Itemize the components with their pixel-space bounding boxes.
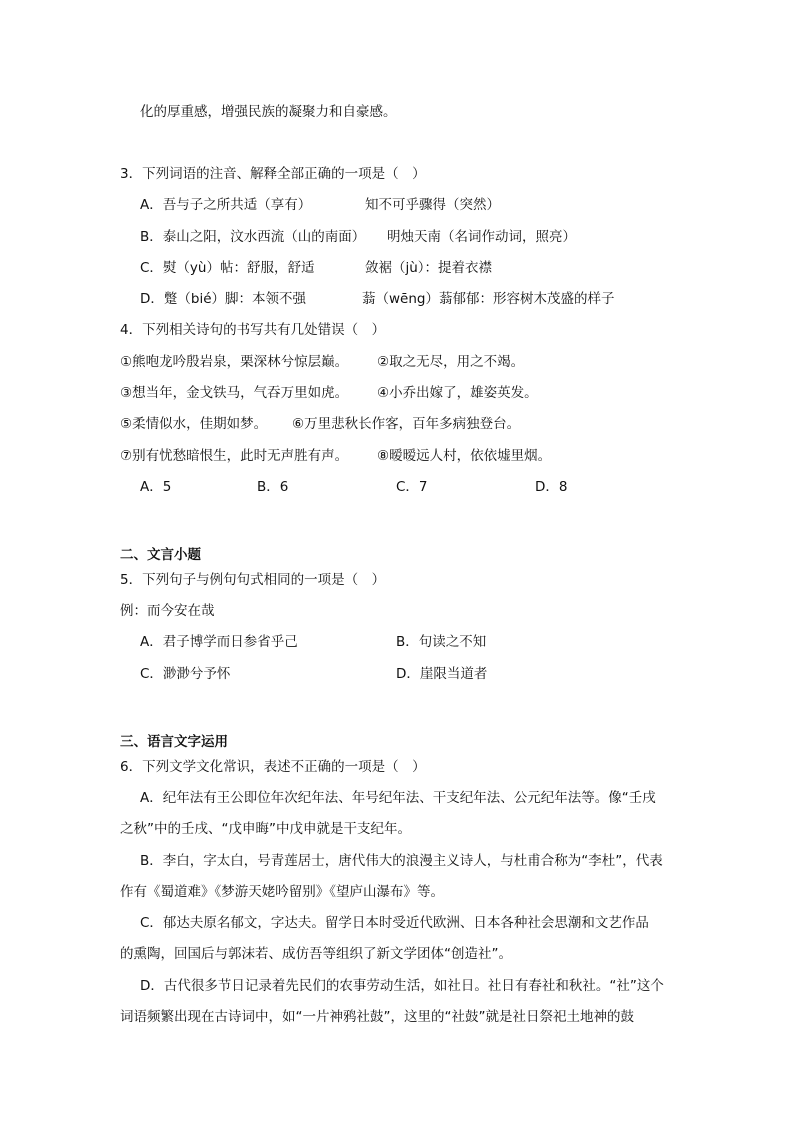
q2-tail-text: 化的厚重感，增强民族的凝聚力和自豪感。 [140, 104, 397, 120]
q3-option-c-part2: 敛裾（jù）：提着衣襟 [365, 260, 493, 276]
q6-option-c-line2: 的熏陶，回国后与郭沫若、成仿吾等组织了新文学团体“创造社”。 [120, 946, 512, 962]
q6-option-c-line1: C．郁达夫原名郁文，字达夫。留学日本时受近代欧洲、日本各种社会思潮和文艺作品 [140, 915, 649, 931]
q3-option-c-part1: C．熨（yù）帖：舒服，舒适 [140, 260, 315, 276]
q3-option-b [140, 229, 576, 245]
q6-option-a-line2: 之秋”中的壬戌、“戊申晦”中戊申就是干支纪年。 [120, 821, 411, 837]
q3-option-d [140, 291, 615, 307]
q6-option-b-line1: B．李白，字太白，号青莲居士，唐代伟大的浪漫主义诗人，与杜甫合称为“李杜”，代表 [140, 853, 663, 869]
q4-option-c: C．7 [396, 479, 428, 495]
q5-example: 例：而今安在哉 [120, 603, 215, 619]
q4-item-4: ④小乔出嫁了，雄姿英发。 [377, 385, 538, 401]
q4-item-6: ⑥万里悲秋长作客，百年多病独登台。 [292, 416, 521, 432]
q5-options-row-2 [140, 666, 488, 682]
q4-option-d: D．8 [535, 479, 568, 495]
q4-options [140, 479, 568, 495]
q6-option-d-line1: D．古代很多节日记录着先民们的农事劳动生活，如社日。社日有春社和秋社。“社”这个 [140, 978, 664, 994]
q5-option-b: B．句读之不知 [396, 634, 487, 650]
q4-item-7: ⑦别有忧愁暗恨生，此时无声胜有声。 [120, 448, 349, 464]
q6-stem: 6．下列文学文化常识，表述不正确的一项是（ ） [120, 759, 426, 775]
q3-option-a-part1: A．吾与子之所共适（享有） [140, 197, 312, 213]
q3-option-d-part1: D．蹩（bié）脚：本领不强 [140, 291, 307, 307]
q4-stem: 4．下列相关诗句的书写共有几处错误（ ） [120, 322, 386, 338]
q5-stem: 5．下列句子与例句句式相同的一项是（ ） [120, 572, 386, 588]
q3-option-c [140, 260, 493, 276]
q3-option-b-part2: 明烛天南（名词作动词，照亮） [387, 229, 576, 245]
q4-row-1 [120, 354, 525, 370]
q5-option-d: D．崖限当道者 [396, 666, 488, 682]
section-2-heading: 二、文言小题 [120, 547, 201, 563]
q3-option-b-part1: B．泰山之阳，汶水西流（山的南面） [140, 229, 366, 245]
q6-option-d-line2: 词语频繁出现在古诗词中，如“一片神鸦社鼓”，这里的“社鼓”就是社日祭祀土地神的鼓 [120, 1009, 634, 1025]
q4-row-4 [120, 448, 552, 464]
q6-option-a-line1: A．纪年法有王公即位年次纪年法、年号纪年法、干支纪年法、公元纪年法等。像“壬戌 [140, 790, 656, 806]
q5-options-row-1 [140, 634, 487, 650]
q4-item-5: ⑤柔情似水，佳期如梦。 [120, 416, 268, 432]
q5-option-c: C．渺渺兮予怀 [140, 666, 231, 682]
q6-option-b-line2: 作有《蜀道难》《梦游天姥吟留别》《望庐山瀑布》等。 [120, 884, 444, 900]
q3-option-d-part2: 蓊（wēng）蓊郁郁：形容树木茂盛的样子 [362, 291, 615, 307]
section-3-heading: 三、语言文字运用 [120, 734, 228, 750]
q4-row-3 [120, 416, 521, 432]
q5-option-a: A．君子博学而日参省乎己 [140, 634, 298, 650]
q4-option-b: B．6 [257, 479, 289, 495]
q3-stem: 3．下列词语的注音、解释全部正确的一项是（ ） [120, 166, 426, 182]
q4-row-2 [120, 385, 538, 401]
q3-option-a-part2: 知不可乎骤得（突然） [365, 197, 500, 213]
q4-option-a: A．5 [140, 479, 172, 495]
q4-item-1: ①熊咆龙吟殷岩泉，栗深林兮惊层巅。 [120, 354, 349, 370]
q4-item-8: ⑧暧暧远人村，依依墟里烟。 [377, 448, 552, 464]
q4-item-2: ②取之无尽，用之不竭。 [377, 354, 525, 370]
q4-item-3: ③想当年，金戈铁马，气吞万里如虎。 [120, 385, 349, 401]
q3-option-a [140, 197, 500, 213]
